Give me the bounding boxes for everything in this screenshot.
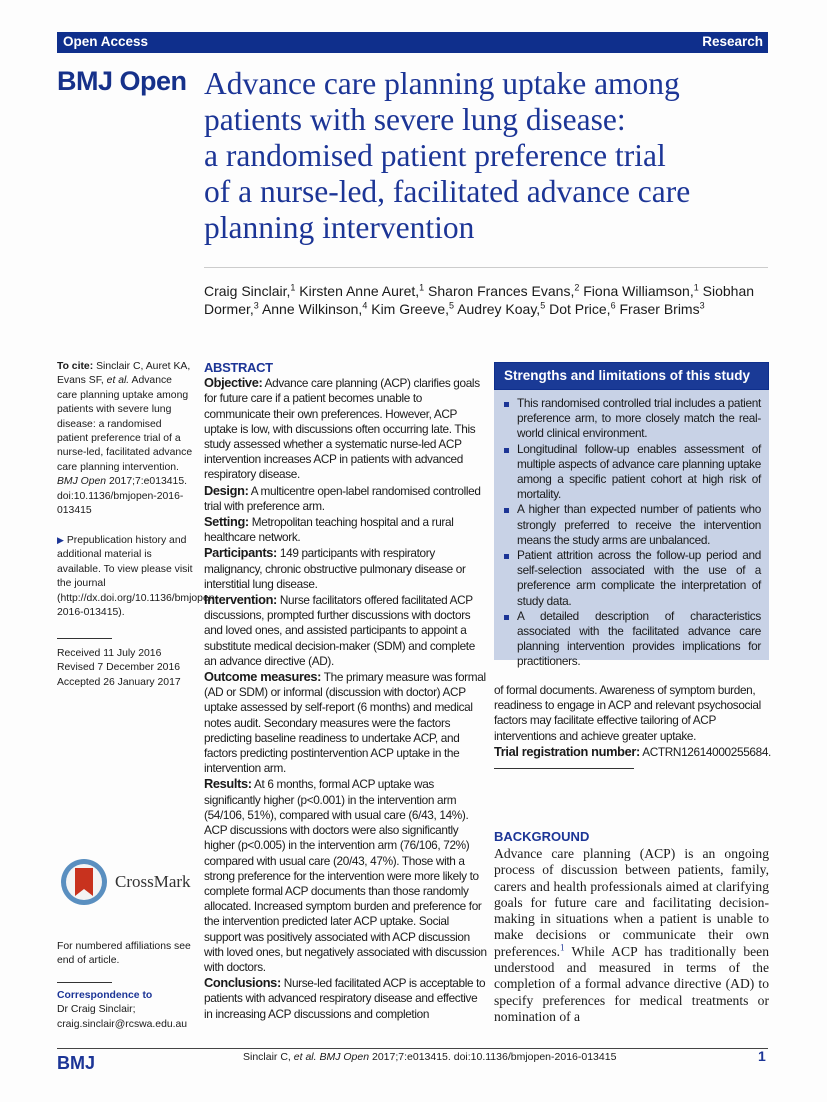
abstract-section-label: Objective: — [204, 375, 263, 391]
author: Craig Sinclair, — [204, 283, 291, 299]
author-list — [204, 282, 774, 318]
affiliation-marker: 6 — [610, 300, 616, 311]
trial-registration-number: ACTRN12614000255684. — [639, 744, 771, 759]
prepublication-note[interactable] — [57, 533, 218, 620]
abstract-section-text: Metropolitan teaching hospital and a rural healthcare network. — [204, 515, 454, 545]
author: Fiona Williamson, — [583, 283, 694, 299]
affiliations-note: For numbered affiliations see end of article. — [57, 941, 191, 967]
abstract-section-label: Outcome measures: — [204, 669, 322, 685]
strength-text: Patient attrition across the follow-up period and self-selection associated with the use of a preference arm complicate the interpretation of study data. — [517, 548, 761, 608]
abstract — [204, 360, 487, 1022]
crossmark-badge[interactable] — [60, 858, 210, 908]
abstract-section — [204, 669, 487, 776]
affiliation-marker: 1 — [290, 282, 296, 293]
affiliation-marker: 1 — [419, 282, 425, 293]
abstract-heading: ABSTRACT — [204, 360, 273, 375]
affiliation-marker: 5 — [540, 300, 546, 311]
author: Sharon Frances Evans, — [428, 283, 575, 299]
abstract-section-label: Setting: — [204, 514, 249, 530]
triangle-bullet-icon: ▶ — [57, 535, 64, 545]
abstract-section-label: Intervention: — [204, 592, 277, 608]
background-heading: BACKGROUND — [494, 829, 590, 844]
cite-text: Advance care planning uptake among patients with severe lung disease: a randomised patient preference trial of a nurse-led, facilitated advance care planning intervention. — [57, 375, 193, 473]
square-bullet-icon — [504, 615, 509, 620]
author: Kim Greeve, — [371, 301, 450, 317]
abstract-section — [204, 375, 487, 482]
cite-etal: et al. — [106, 375, 130, 387]
strengths-list — [500, 396, 761, 670]
abstract-section-text: Advance care planning (ACP) clarifies goals for future care if a patient becomes unable to communicate their own preferences. However, ACP uptake is low, with discussions often occurring late. This study assessed whether a systematic nurse-led ACP intervention increases ACP in patients with advanced respiratory disease. — [204, 376, 480, 482]
strength-text: This randomised controlled trial includes a patient preference arm, to more closely match the real-world clinical environment. — [517, 396, 761, 441]
affiliation-marker: 3 — [699, 300, 705, 311]
abstract-section — [204, 545, 487, 592]
author: Fraser Brims — [619, 301, 700, 317]
correspondence-name: Dr Craig Sinclair; — [57, 1004, 136, 1016]
correspondence-block — [57, 989, 195, 1032]
revised-date: Revised 7 December 2016 — [57, 662, 181, 674]
author: Kirsten Anne Auret, — [299, 283, 420, 299]
abstract-section-label: Results: — [204, 776, 252, 792]
correspondence-label: Correspondence to — [57, 990, 153, 1001]
abstract-section-text: Nurse facilitators offered facilitated ACP discussions, prompted further discussions with doctors and loved ones, and assisted participants to appoint a substitute medical decision-maker (SDM) and complete an advance directive (AD). — [204, 593, 475, 668]
title-line: of a nurse-led, facilitated advance care — [204, 174, 691, 209]
crossmark-icon — [60, 858, 110, 908]
accepted-date: Accepted 26 January 2017 — [57, 676, 181, 688]
abstract-section-text: At 6 months, formal ACP uptake was significantly higher (p<0.001) in the intervention arm (54/106, 51%), compared with usual care (6/43, 14%). ACP discussions with doctors were also significantly higher (p<0.005) in the intervention arm (76/106, 72%) compared with usual care (20/43, 47%). Those with a strong preference for the intervention were more likely to complete formal ACP documents than those randomly allocated. Increased symptom burden and preference for the intervention predicted later ACP uptake. Social support was positively associated with ACP discussion with loved ones, but negatively associated with discussion with doctors. — [204, 777, 487, 974]
abstract-conclusion-text: of formal documents. Awareness of symptom burden, readiness to engage in ACP and relevant psychosocial factors may facilitate effective tailoring of ACP interventions and achieve greater uptake. — [494, 683, 761, 743]
strength-text: A detailed description of characteristics associated with the facilitated advance care planning intervention provides implications for practitioners. — [517, 608, 761, 669]
abstract-section-text: Nurse-led facilitated ACP is acceptable to patients with advanced respiratory disease and effective in increasing ACP discussions and completion — [204, 976, 486, 1021]
background-text-part: While ACP has traditionally been understood and measured in terms of the completion of a formal advance directive (AD) to specify preferences for medical treatments or nomination of a — [494, 943, 769, 1024]
footer-text: Sinclair C, — [243, 1051, 294, 1063]
square-bullet-icon — [504, 402, 509, 407]
abstract-section — [204, 592, 487, 669]
strength-item — [500, 548, 761, 609]
author: Audrey Koay, — [457, 301, 541, 317]
strengths-limitations-box — [494, 362, 769, 669]
affiliation-marker: 2 — [574, 282, 580, 293]
background-text-part: Advance care planning (ACP) is an ongoing process of discussion between patients, family, carers and health professionals aimed at clarifying goals for future care and facilitating decision-making in situations when a patient is unable to make decisions or communicate their own preferences. — [494, 846, 769, 959]
abstract-section-label: Design: — [204, 482, 249, 498]
correspondence-email[interactable]: craig.sinclair@rcswa.edu.au — [57, 1018, 188, 1030]
footer-citation — [243, 1051, 616, 1063]
abstract-section — [204, 514, 487, 545]
square-bullet-icon — [504, 508, 509, 513]
divider — [57, 638, 112, 639]
divider — [494, 768, 634, 769]
header-bar — [57, 32, 768, 53]
strength-item — [500, 396, 761, 442]
title-line: Advance care planning uptake among — [204, 66, 680, 101]
abstract-section — [204, 776, 487, 975]
journal-logo: BMJ Open — [57, 66, 187, 96]
open-access-label: Open Access — [63, 34, 149, 49]
abstract-section-label: Participants: — [204, 545, 277, 561]
strength-text: Longitudinal follow-up enables assessment of multiple aspects of advance care planning uptake among a specific patient cohort at high risk of mortality. — [517, 441, 761, 502]
strength-item — [500, 502, 761, 548]
article-title — [204, 66, 774, 246]
prepublication-text: Prepublication history and additional material is available. To view please visit the journal (http://dx.doi.org/10.1136/bmjopen-2016-013415). — [57, 535, 218, 619]
reference-link[interactable]: 1 — [560, 942, 565, 953]
cite-text: Sinclair C, Auret KA, Evans SF, — [57, 361, 191, 387]
footer-text: 2017;7:e013415. doi:10.1136/bmjopen-2016-013415 — [369, 1051, 617, 1063]
page-number: 1 — [758, 1048, 766, 1064]
trial-registration-label: Trial registration number: — [494, 743, 640, 759]
affiliation-marker: 4 — [362, 300, 368, 311]
square-bullet-icon — [504, 554, 509, 559]
affiliation-marker: 1 — [693, 282, 699, 293]
abstract-section-text: A multicentre open-label randomised controlled trial with preference arm. — [204, 483, 481, 513]
affiliation-marker: 3 — [253, 300, 259, 311]
strengths-heading: Strengths and limitations of this study — [494, 362, 769, 390]
divider — [204, 267, 768, 268]
author: Siobhan Dormer, — [204, 283, 755, 317]
title-line: patients with severe lung disease: — [204, 102, 626, 137]
footer-journal: BMJ Open — [316, 1051, 370, 1063]
divider — [57, 982, 112, 983]
cite-label: To cite: — [57, 361, 94, 372]
dates-block — [57, 647, 195, 690]
strength-item — [500, 442, 761, 503]
title-line: planning intervention — [204, 210, 475, 245]
strength-item — [500, 609, 761, 670]
title-line: a randomised patient preference trial — [204, 138, 666, 173]
citation-block — [57, 360, 195, 518]
abstract-section-text: The primary measure was formal (AD or SDM) or informal (discussion with doctor) ACP uptake assessed by self-report (6 months) and medical notes audit. Secondary measures were the factors predicting baseline readiness to undertake ACP, and factors predicting postintervention ACP uptake in the intervention arm. — [204, 670, 486, 776]
background-section — [494, 829, 769, 1025]
footer-divider — [57, 1048, 768, 1049]
abstract-section-text: 149 participants with respiratory malignancy, chronic obstructive pulmonary disease or interstitial lung disease. — [204, 546, 466, 591]
abstract-section-label: Conclusions: — [204, 975, 281, 991]
bmj-logo: BMJ — [57, 1053, 96, 1073]
strength-text: A higher than expected number of patients who strongly preferred to receive the intervention means the study arms are unbalanced. — [517, 502, 761, 547]
abstract-continuation — [494, 683, 772, 769]
author: Anne Wilkinson, — [261, 301, 363, 317]
cite-journal: BMJ Open — [57, 476, 107, 488]
received-date: Received 11 July 2016 — [57, 648, 162, 659]
abstract-section — [204, 975, 487, 1022]
article-type-label: Research — [702, 34, 763, 49]
square-bullet-icon — [504, 448, 509, 453]
affiliation-marker: 5 — [449, 300, 455, 311]
footer-etal: et al. — [293, 1051, 317, 1063]
crossmark-label: CrossMark — [115, 872, 191, 891]
abstract-section — [204, 483, 487, 514]
author: Dot Price, — [549, 301, 611, 317]
background-text — [494, 846, 769, 1025]
cite-text: 2017;7:e013415. doi:10.1136/bmjopen-2016-013415 — [57, 476, 187, 517]
